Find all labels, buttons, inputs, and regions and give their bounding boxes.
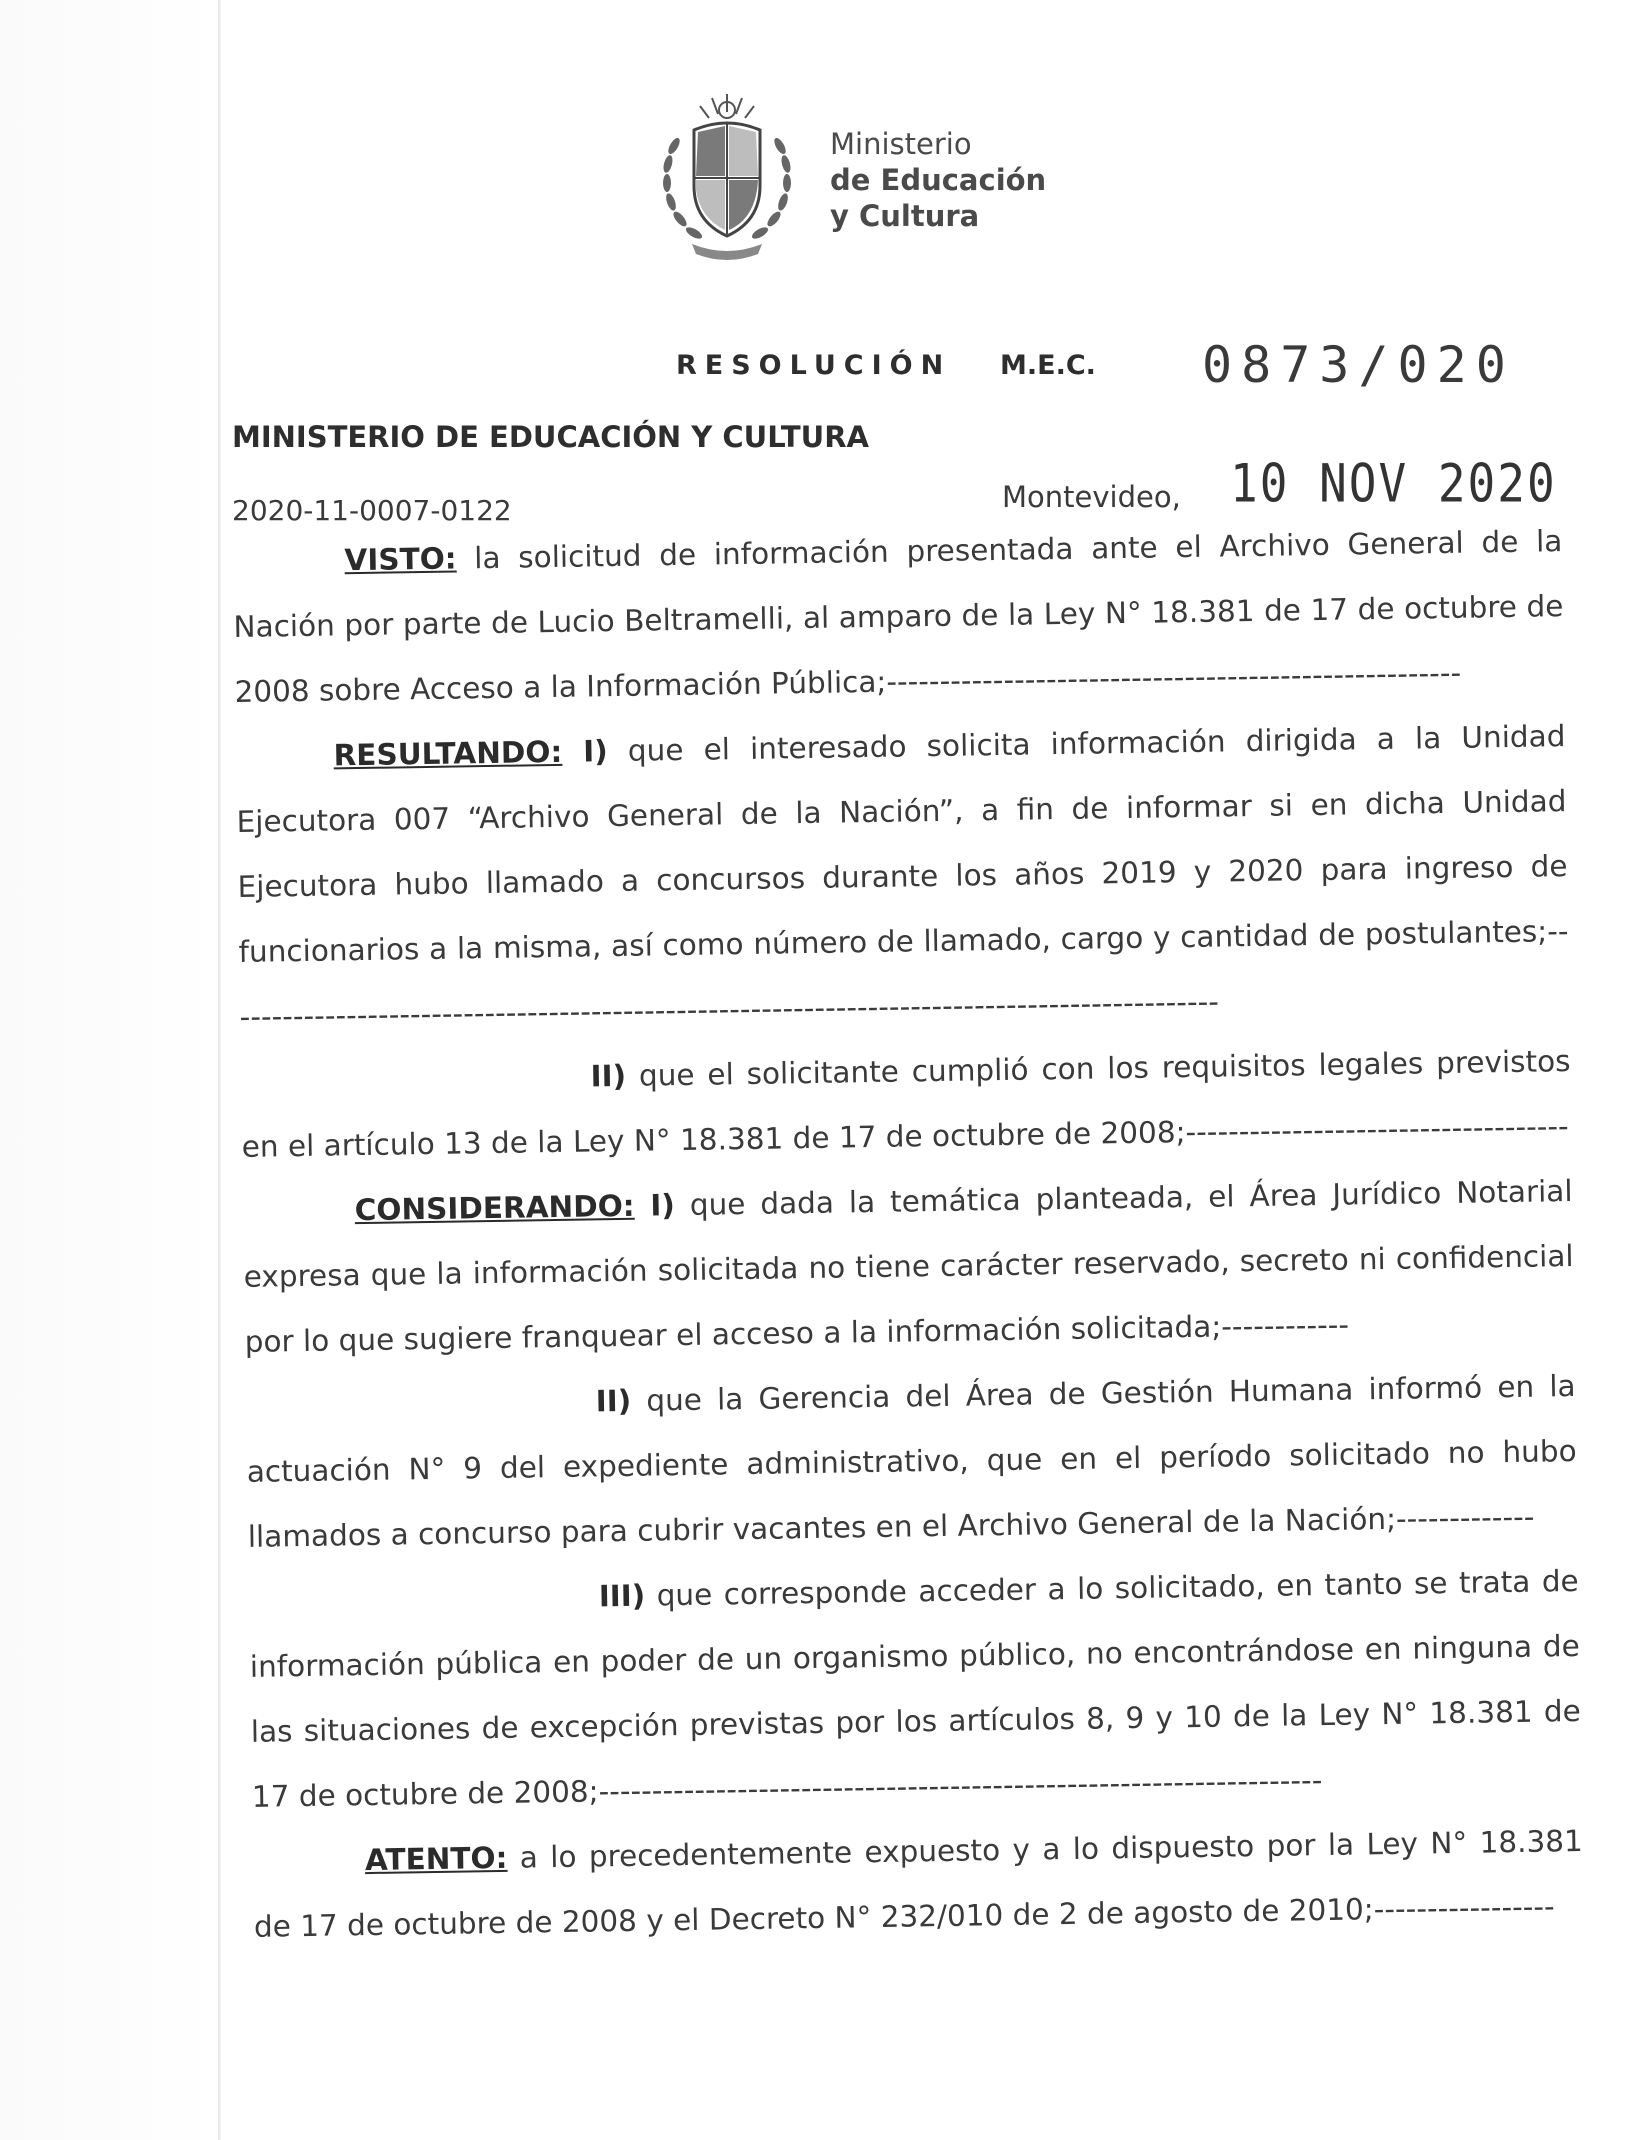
resultando-i-text: que el interesado solicita información dirigida a la Unidad Ejecutora 007 “Archivo General de la Nación”, a fin de informar si en dicha Unidad Ejecutora hubo llamado a concursos durante los años 2019 y 2020 para ingreso de funcionarios a la misma, así como número de llamado, cargo y cantidad de postulantes;---------------------------------------------------------------------------------------------- — [236, 719, 1569, 1034]
resolution-word: RESOLUCIÓN — [676, 350, 952, 381]
considerando-ii-num: II) — [595, 1383, 632, 1419]
considerando-ii-paragraph — [245, 1354, 1578, 1570]
considerando-iii-paragraph — [248, 1549, 1582, 1830]
ministry-name-line3: y Cultura — [830, 199, 980, 233]
considerando-i-paragraph — [242, 1159, 1575, 1375]
date-stamp: 10 NOV 2020 — [1230, 451, 1557, 515]
resultando-i-paragraph — [235, 704, 1570, 1050]
considerando-iii-text: que corresponde acceder a lo solicitado, en tanto se trata de información pública en poder de un organismo público, no encontrándose en ninguna de las situaciones de excepción previstas por los artículos 8, 9 y 10 de la Ley N° 18.381 de 17 de octubre de 2008;-------------------------------------------------------------------- — [249, 1563, 1581, 1814]
atento-paragraph — [252, 1809, 1584, 1960]
ministry-name — [830, 126, 1090, 234]
resultando-ii-text: que el solicitante cumplió con los requisitos legales previstos en el artículo 13 de la Ley N° 18.381 de 17 de octubre de 2008;------------------------------------ — [241, 1044, 1571, 1164]
resolution-org: M.E.C. — [1000, 350, 1096, 381]
atento-text: a lo precedentemente expuesto y a lo dispuesto por la Ley N° 18.381 de 17 de octubre de 2008 y el Decreto N° 232/010 de 2 de agosto de 2010;----------------- — [253, 1823, 1584, 1944]
visto-keyword: VISTO: — [344, 541, 457, 578]
national-coat-of-arms-seal — [652, 86, 802, 266]
resultando-keyword: RESULTANDO: — [333, 734, 563, 773]
considerando-i-num: I) — [634, 1188, 676, 1223]
ministry-name-line1: Ministerio — [830, 127, 972, 161]
ministry-title: MINISTERIO DE EDUCACIÓN Y CULTURA — [232, 420, 869, 454]
resolution-body — [232, 509, 1584, 1960]
atento-keyword: ATENTO: — [364, 1840, 508, 1878]
visto-text: la solicitud de información presentada ante el Archivo General de la Nación por parte de Lucio Beltramelli, al amparo de la Ley N° 18.381 de 17 de octubre de 2008 sobre Acceso a la Información Pública;------------------------------------------------------ — [233, 524, 1564, 709]
resultando-ii-paragraph — [240, 1029, 1572, 1180]
resolution-heading — [0, 336, 1648, 396]
scan-margin — [0, 0, 220, 2140]
considerando-keyword: CONSIDERANDO: — [354, 1188, 635, 1228]
considerando-ii-text: que la Gerencia del Área de Gestión Humana informó en la actuación N° 9 del expediente administrativo, que en el período solicitado no hubo llamados a concurso para cubrir vacantes en el Archivo General de la Nación;------------- — [246, 1369, 1577, 1554]
visto-paragraph — [232, 509, 1565, 725]
place-label: Montevideo, — [1002, 480, 1181, 514]
scan-edge-line — [218, 0, 221, 2140]
considerando-iii-num: III) — [598, 1578, 646, 1614]
considerando-i-text: que dada la temática planteada, el Área Jurídico Notarial expresa que la información solicitada no tiene carácter reservado, secreto ni confidencial por lo que sugiere franquear el acceso a la información solicitada;------------ — [243, 1174, 1574, 1359]
file-number: 2020-11-0007-0122 — [232, 494, 512, 527]
ministry-name-line2: de Educación — [830, 163, 1047, 197]
resolution-number: 0873/020 — [1202, 336, 1515, 394]
resultando-ii-num: II) — [590, 1058, 627, 1094]
letterhead — [652, 86, 1072, 276]
resultando-i-num: I) — [561, 734, 608, 769]
